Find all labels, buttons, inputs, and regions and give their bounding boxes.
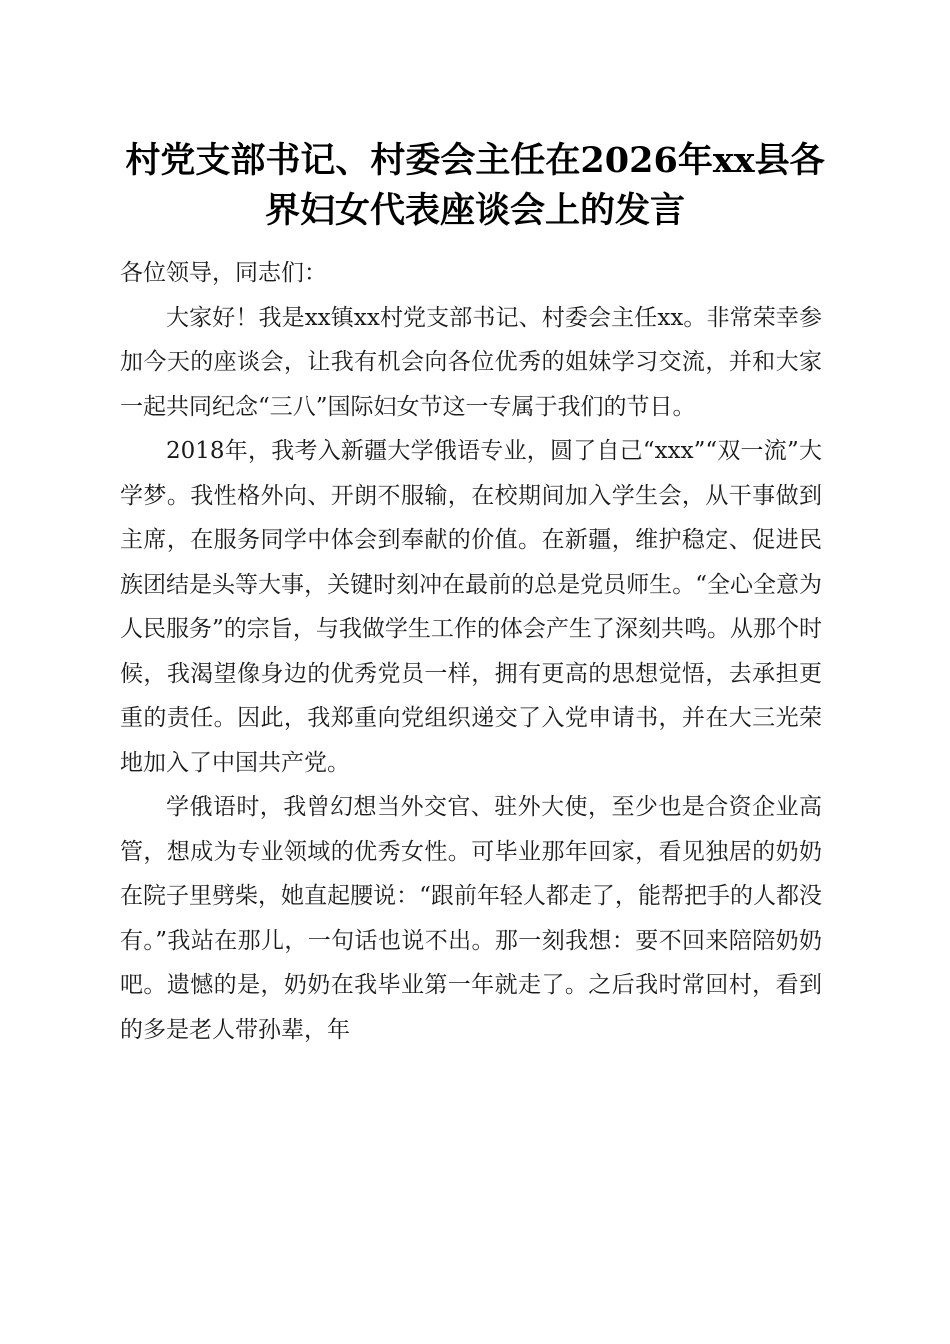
title-line-2: 界妇女代表座谈会上的发言	[264, 190, 685, 231]
title-line-1: 村党支部书记、村委会主任在2026年xx县各	[125, 140, 825, 181]
document-body	[120, 251, 822, 1052]
document-title	[100, 136, 850, 236]
salutation: 各位领导，同志们：	[120, 260, 327, 286]
paragraph-university: 2018年，我考入新疆大学俄语专业，圆了自己“xxx”“双一流”大学梦。我性格外向、开朗不服输，在校期间加入学生会，从干事做到主席，在服务同学中体会到奉献的价值。在新疆，维护稳定、促进民族团结是头等大事，关键时刻冲在最前的总是党员师生。“全心全意为人民服务”的宗旨，与我做学生工作的体会产生了深刻共鸣。从那个时候，我渴望像身边的优秀党员一样，拥有更高的思想觉悟，去承担更重的责任。因此，我郑重向党组织递交了入党申请书，并在大三光荣地加入了中国共产党。	[120, 438, 822, 776]
paragraph-return-home: 学俄语时，我曾幻想当外交官、驻外大使，至少也是合资企业高管，想成为专业领域的优秀女性。可毕业那年回家，看见独居的奶奶在院子里劈柴，她直起腰说：“跟前年轻人都走了，能帮把手的人都没有。”我站在那儿，一句话也说不出。那一刻我想：要不回来陪陪奶奶吧。遗憾的是，奶奶在我毕业第一年就走了。之后我时常回村，看到的多是老人带孙辈，年	[120, 794, 822, 1043]
paragraph-intro: 大家好！我是xx镇xx村党支部书记、村委会主任xx。非常荣幸参加今天的座谈会，让我有机会向各位优秀的姐妹学习交流，并和大家一起共同纪念“三八”国际妇女节这一专属于我们的节日。	[120, 304, 822, 420]
